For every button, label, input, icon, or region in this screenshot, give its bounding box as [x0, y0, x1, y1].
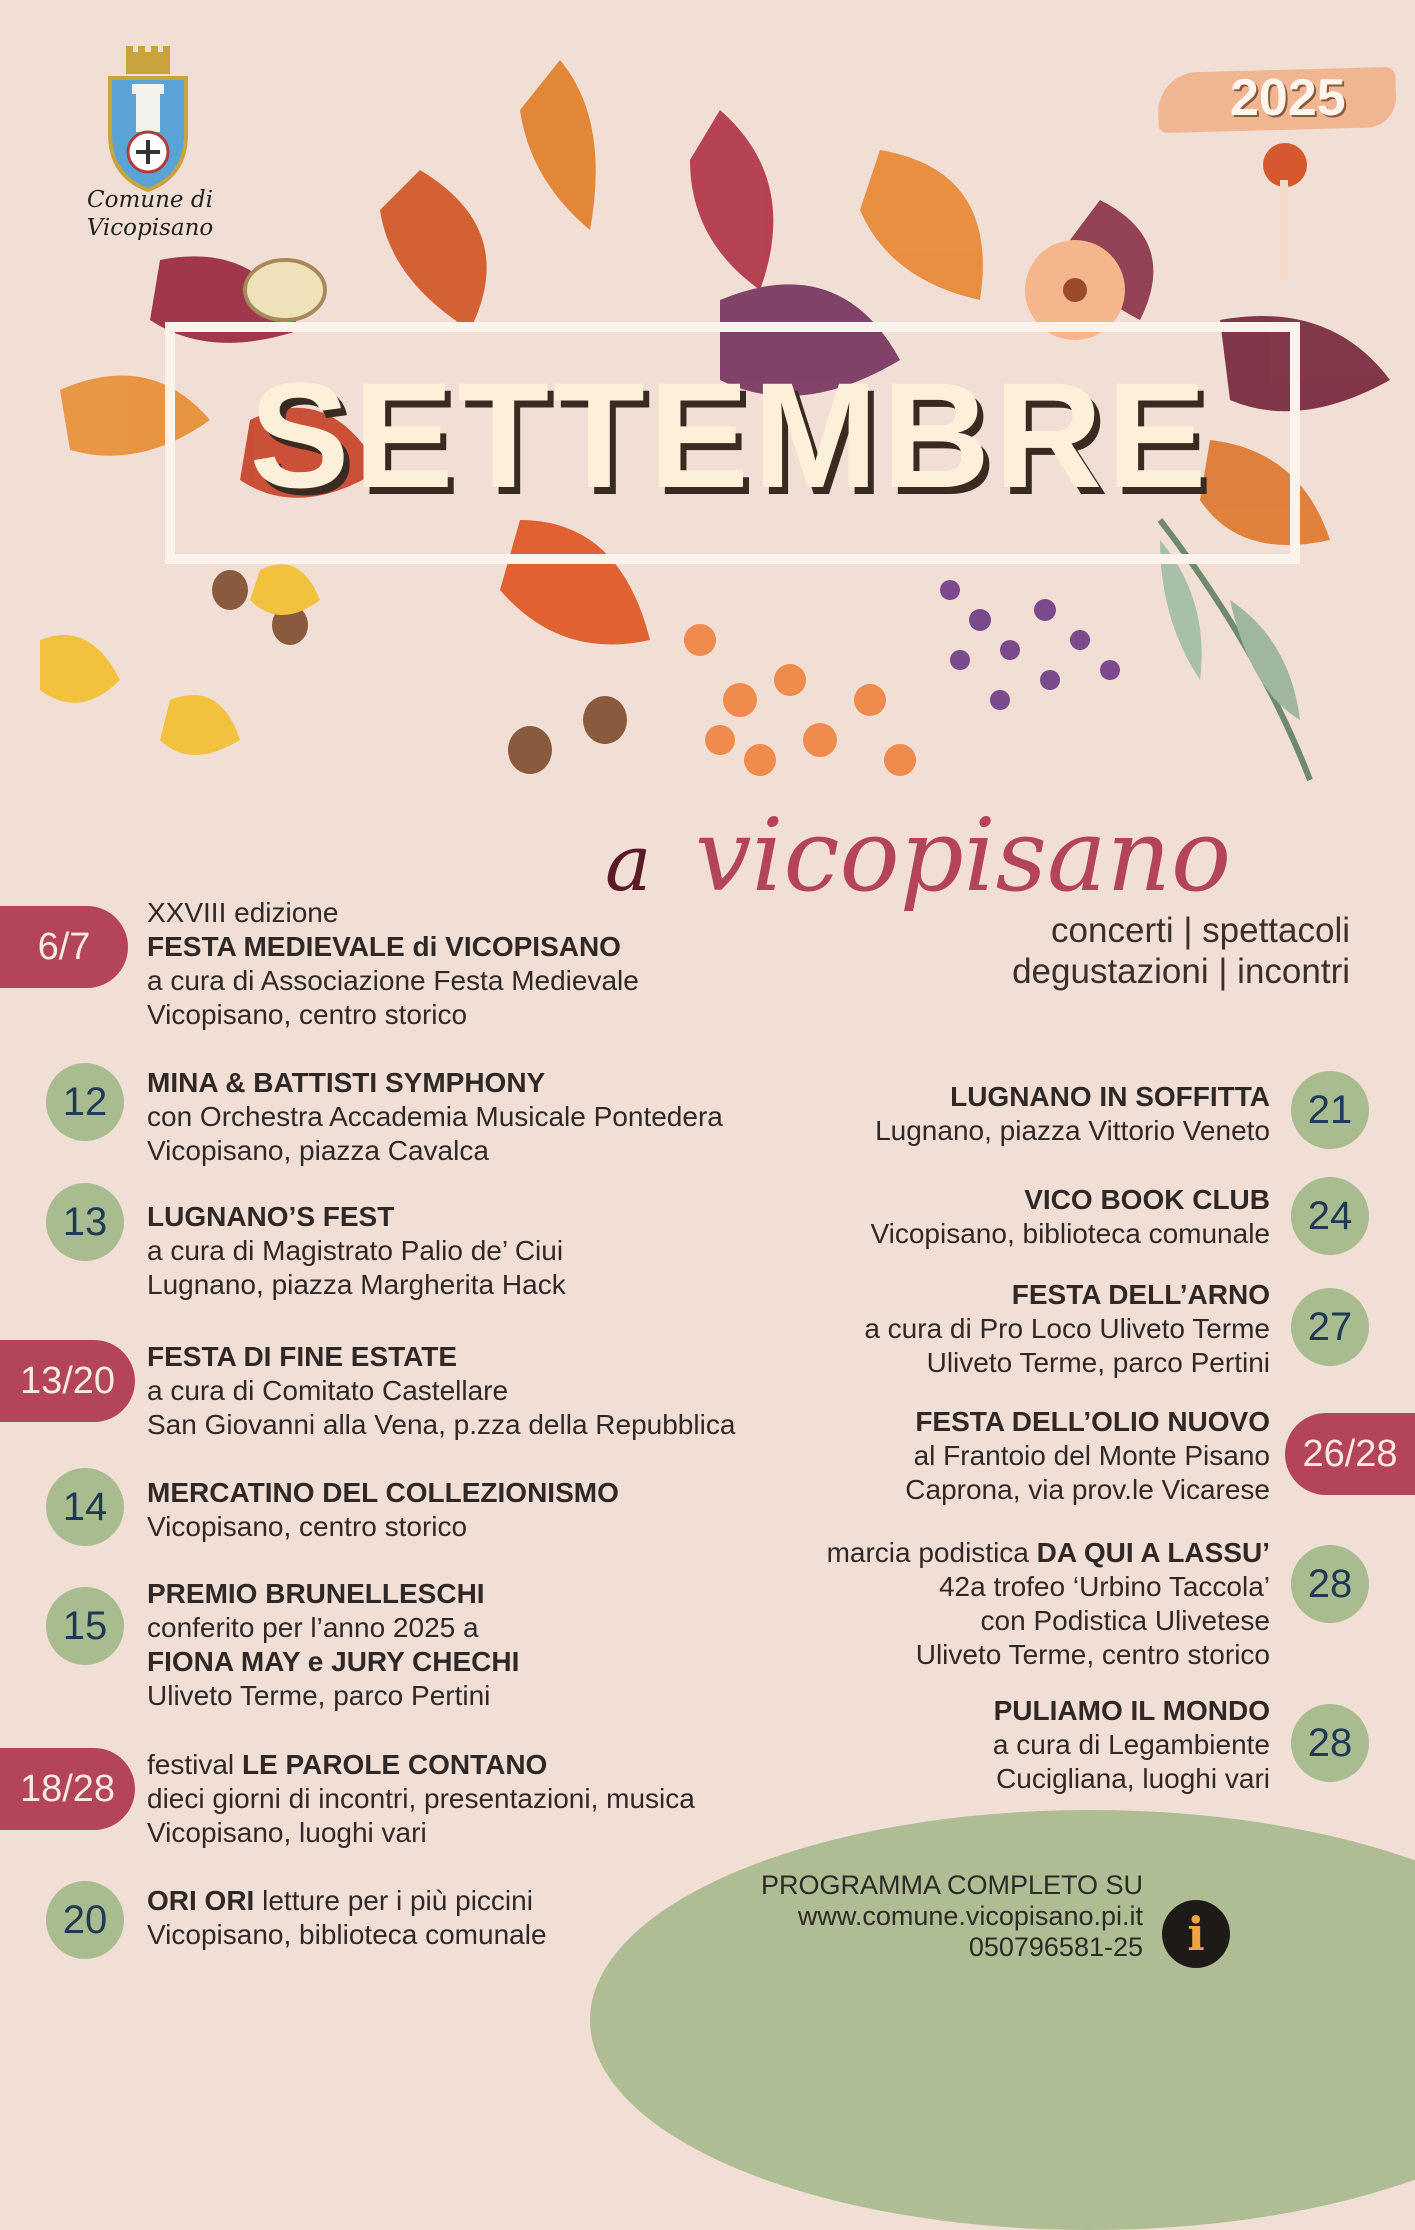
event-line: con Podistica Ulivetese	[980, 1605, 1270, 1636]
event-post: letture per i più piccini	[254, 1885, 533, 1916]
event-title: FESTA DI FINE ESTATE	[147, 1341, 458, 1372]
event-line: con Orchestra Accademia Musicale Pontedera	[147, 1101, 723, 1132]
subtitle-place: vicopisano	[695, 797, 1232, 914]
event-line: Vicopisano, centro storico	[147, 1511, 468, 1542]
event-line: a cura di Associazione Festa Medievale	[147, 965, 639, 996]
event-item	[147, 1884, 547, 1952]
date-badge: 14	[46, 1468, 124, 1546]
event-title: FESTA MEDIEVALE di VICOPISANO	[147, 931, 621, 962]
date-badge: 28	[1291, 1704, 1369, 1782]
event-title: DA QUI A LASSU’	[1036, 1537, 1270, 1568]
event-line: Uliveto Terme, centro storico	[915, 1639, 1270, 1670]
subtitle-prefix: a	[605, 819, 652, 909]
event-line: dieci giorni di incontri, presentazioni, musica	[147, 1783, 695, 1814]
event-title: MERCATINO DEL COLLEZIONISMO	[147, 1477, 619, 1508]
event-line: Lugnano, piazza Margherita Hack	[147, 1269, 566, 1300]
page-title: SETTEMBRE	[249, 351, 1211, 519]
program-info	[761, 1870, 1143, 1963]
date-badge: 18/28	[0, 1748, 135, 1830]
program-website-link[interactable]: www.comune.vicopisano.pi.it	[797, 1901, 1143, 1931]
event-line: Uliveto Terme, parco Pertini	[926, 1347, 1270, 1378]
date-badge: 27	[1291, 1288, 1369, 1366]
event-line: San Giovanni alla Vena, p.zza della Repubblica	[147, 1409, 736, 1440]
date-badge: 13/20	[0, 1340, 135, 1422]
event-line: conferito per l’anno 2025 a	[147, 1612, 479, 1643]
event-item	[905, 1405, 1270, 1507]
event-title: LE PAROLE CONTANO	[241, 1749, 548, 1780]
event-title: FESTA DELL’ARNO	[1011, 1279, 1270, 1310]
event-item	[875, 1080, 1270, 1148]
event-title: MINA & BATTISTI SYMPHONY	[147, 1067, 546, 1098]
event-line: Lugnano, piazza Vittorio Veneto	[875, 1115, 1270, 1146]
event-pre: XXVIII edizione	[147, 897, 339, 928]
tagline-line-2: degustazioni | incontri	[1012, 952, 1350, 991]
date-badge: 24	[1291, 1177, 1369, 1255]
event-title: LUGNANO IN SOFFITTA	[950, 1081, 1270, 1112]
event-line: Vicopisano, biblioteca comunale	[870, 1218, 1270, 1249]
event-title: PULIAMO IL MONDO	[993, 1695, 1270, 1726]
date-badge: 26/28	[1285, 1413, 1415, 1495]
event-line: a cura di Pro Loco Uliveto Terme	[864, 1313, 1270, 1344]
event-line: Vicopisano, piazza Cavalca	[147, 1135, 489, 1166]
date-badge: 15	[46, 1587, 124, 1665]
event-line: a cura di Comitato Castellare	[147, 1375, 509, 1406]
event-item	[147, 896, 639, 1032]
event-title-2: FIONA MAY e JURY CHECHI	[147, 1646, 520, 1677]
event-line: a cura di Legambiente	[992, 1729, 1270, 1760]
date-badge: 28	[1291, 1545, 1369, 1623]
event-item	[993, 1694, 1270, 1796]
tagline-line-1: concerti | spettacoli	[1051, 911, 1350, 950]
event-item	[147, 1476, 619, 1544]
date-badge: 13	[46, 1183, 124, 1261]
event-pre: festival	[147, 1749, 242, 1780]
program-heading: PROGRAMMA COMPLETO SU	[760, 1870, 1143, 1900]
tagline	[930, 910, 1350, 992]
event-item	[147, 1577, 519, 1713]
event-line: Vicopisano, centro storico	[147, 999, 468, 1030]
event-item	[147, 1748, 695, 1850]
event-line: Vicopisano, biblioteca comunale	[147, 1919, 547, 1950]
event-item	[864, 1278, 1270, 1380]
year-label: 2025	[1230, 69, 1346, 127]
event-line: 42a trofeo ‘Urbino Taccola’	[938, 1571, 1270, 1602]
comune-line-2: Vicopisano	[86, 215, 214, 241]
event-line: a cura di Magistrato Palio de’ Ciui	[147, 1235, 564, 1266]
event-line: Cucigliana, luoghi vari	[996, 1763, 1270, 1794]
event-line: Caprona, via prov.le Vicarese	[905, 1474, 1270, 1505]
event-item	[827, 1536, 1270, 1672]
date-badge: 6/7	[0, 906, 128, 988]
event-title: FESTA DELL’OLIO NUOVO	[915, 1406, 1270, 1437]
date-badge: 12	[46, 1063, 124, 1141]
event-item	[147, 1200, 566, 1302]
event-title: LUGNANO’S FEST	[147, 1201, 395, 1232]
comune-line-1: Comune di	[87, 187, 213, 213]
event-pre: marcia podistica	[826, 1537, 1037, 1568]
subtitle-script	[600, 790, 1400, 930]
info-icon: i	[1162, 1900, 1230, 1968]
event-line: Uliveto Terme, parco Pertini	[147, 1680, 491, 1711]
date-badge: 21	[1291, 1071, 1369, 1149]
event-title: VICO BOOK CLUB	[1024, 1184, 1270, 1215]
date-badge: 20	[46, 1881, 124, 1959]
event-line: al Frantoio del Monte Pisano	[913, 1440, 1270, 1471]
event-item	[147, 1340, 735, 1442]
event-title: ORI ORI	[147, 1885, 255, 1916]
event-item	[870, 1183, 1270, 1251]
program-phone: 050796581-25	[968, 1932, 1143, 1962]
event-title: PREMIO BRUNELLESCHI	[147, 1578, 485, 1609]
event-item	[147, 1066, 723, 1168]
event-line: Vicopisano, luoghi vari	[147, 1817, 427, 1848]
